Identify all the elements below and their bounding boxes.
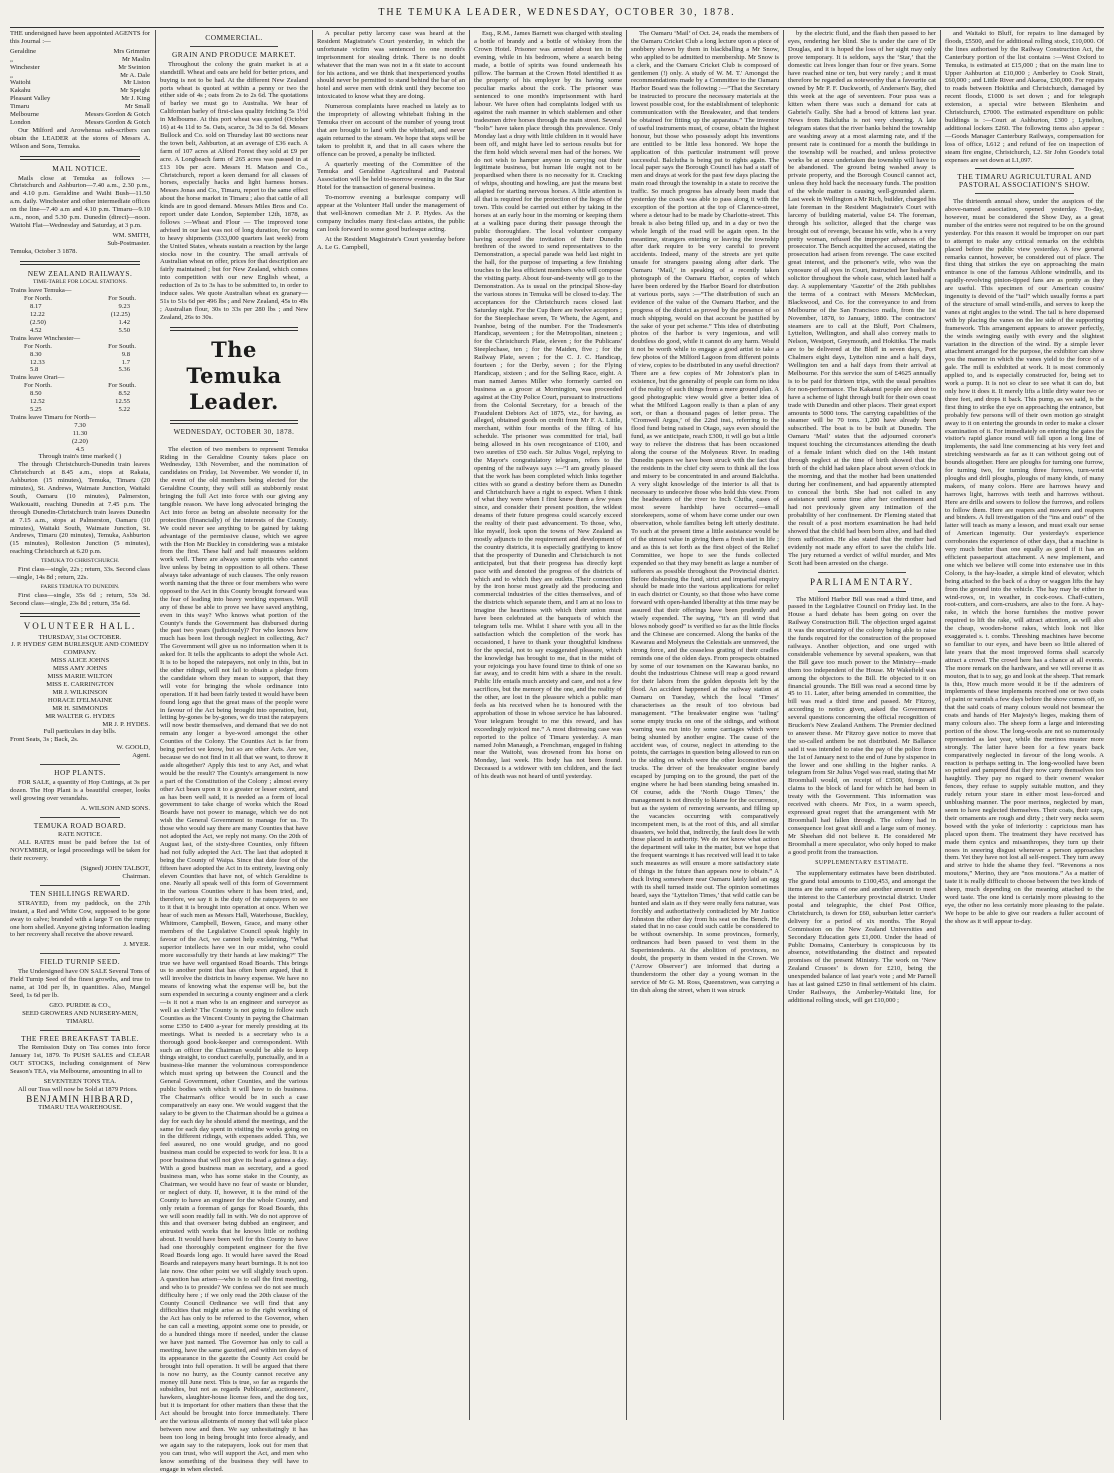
turnip-title: FIELD TURNIP SEED. xyxy=(39,957,121,967)
fares-head: TEMUKA TO CHRISTCHURCH. xyxy=(40,558,120,565)
volunteer-date: THURSDAY, 31st OCTOBER. xyxy=(38,633,122,641)
agent-row: „ Mr A. Dale xyxy=(10,71,150,79)
column-2 xyxy=(160,30,309,1473)
volunteer-title: VOLUNTEER HALL. xyxy=(23,620,137,631)
tea-more: All our Teas will now be Sold at 1879 Prices. xyxy=(18,1085,138,1093)
table-row: 7.30 xyxy=(74,421,86,429)
reward-sign: J. MYER. xyxy=(123,941,150,949)
table-row: 5.8 5.36 xyxy=(30,366,130,374)
separator xyxy=(40,953,120,954)
table-row: 11.30 xyxy=(72,429,88,437)
turnip-place: TIMARU. xyxy=(66,1017,94,1025)
column-rule xyxy=(155,30,156,1420)
volunteer-show: J. P. HYDES' GEM BURLESQUE AND COMEDY COMPANY. xyxy=(11,641,149,657)
commercial-sub: GRAIN AND PRODUCE MARKET. xyxy=(171,49,297,59)
column-3 xyxy=(317,30,465,1420)
editorial-text: The election of two members to represent Temuka Riding in the Geraldine County takes place on Wednesday, 13th November, and the nomination of candidates on Friday, 1st November. We wonder if, in the event of the old members being elected for the Geraldine County, they will still as stubbornly resist bringing the full Act into force with our giving any tangible reason. We have long advocated bringing the Act into force as being an absolute necessity for the protection (financially) of the interests of the County. We could never see anything to be gained by taking advantage of the permissive clause, which we agree with the Hon Mr Buckley in considering was a mistake from the first. These half and half measures seldom work well. There are always some spirits who cannot live unless by being in opposition to all others. These always take advantage of such clauses. The only reason worth naming that the three or four members who were opposed to the Act in this County brought forward was the fear of leading into heavy working expenses. Will any of these be able to prove we have saved anything, even in this way? Who knows what portion of the County's funds the Government has disbursed during the past two years (judiciously)? For who knows how much has been lost through neglect in collecting, &c? The Government will give us no information when it is asked for. It tells the applicants to adopt the whole Act. It is to be hoped the ratepayers, not only in this, but in the other ridings, will not fail to obtain a pledge from the candidate whom they mean to support, that they will vote for bringing the whole ordinance into operation. If it had been fairly tested it would have been found long ago that the great mass of the people were in favour of the Act being brought into operation, but, letting by-gones be by-gones, we do trust the ratepayers will now bestir themselves, and demand that we do not remain any longer a bye-word amongst the other Counties of the Colony. The Counties Act is far from being perfect we know, but so are other Acts. Are we, because we do not find in it all that we want, to throw it aside altogether? Apply this test to any Act, and what would be the result? The County's arrangement is now a part of the Constitution of the Colony ; almost every other Act bears upon it to a greater or lesser extent, and as has been well said, it is needed as a form of local government to take charge of works which the Road Boards have not power to manage, which we do not wish the General Government to manage for us. To those who would say there are many Counties that have not adopted the Act, we reply not many. On the 20th of August last, of the sixty-three Counties, only fifteen had not fully adopted the Act. The last that adopted it being the County of Waipa. Since that date four of the fifteen have adopted the Act in its entirety, leaving only eleven Counties that have not, of which Geraldine is one. Nearly all speak well of this form of Government in the various Counties where it has been tried, and, therefore, we say it is the duty of the ratepayers to see to it that it is brought into operation at once. When we hear of such men as Messrs Hall, Waterhouse, Buckley, Whitmore, Campbell, Bowen, Grace, and many other members of the Legislative Council speak highly in favour of the Act, we cannot help exclaiming, “What superior intellects have we in our midst, who could more successfully try their hands at law making?” The true we have well organised Road Boards. This brings us to another point that has often been argued, that it will involve the districts in heavy expense. We have no means of knowing what the expense will be, but the sum expended in securing a county engineer and a clerk—is it not a man who is an engineer and surveyor as well as clerk? The County is not going to follow such Counties as the Vincent County in paying the Chairman some £350 to £400 a-year for merely presiding at its meetings. What is needed is a secretary who is a thorough good book-keeper and correspondent. With such an officer the Chairman would be able to keep things straight, to conduct carefully, punctually, and in a business-like manner the voluminous correspondence which must spring up between the Council and the General Government, other Counties, and the various public bodies with which it will have to do business. The Chairman's office would be in such a case comparatively an easy one. We would suggest that the salary to be given to the Chairman should be a guinea a day for each day he should attend the meetings, and the same for each day spent in visiting the works going on in the different ridings, with expenses added. This, we feel assured, no one would grudge, and no good business man could be expected to work for less. It is a poor business that will not give its head a guinea a day. With a good business man as secretary, and a good business man, who has some stake in the County, as Chairman, we would have no fear of waste or blunder, or neglect of duty. If, however, it is the mind of the County to have an engineer for the whole County, and only retain a foreman of gangs for Road Boards, this we will soon readily fall in with. We do not approve of this and that overseer being dubbed an engineer, and entrusted with works that he knows little or nothing about. It would have been well for this County to have had one thoroughly competent engineer for the five Road Boards long ago. It would have saved the Road Boards and ratepayers many heart burnings. It is not too late now. One other point we will slightly touch upon. A question has arisen—who is to call the first meeting, and who is to preside? We confess we do not see much difficulty here ; if we only read the 20th clause of the County Council Ordinance we will find that any difficulties that might arise as to the right working of the Act has only to be referred to the Governor, when he can call a meeting, appoint some one to preside, or do a hundred things more if needed, under the clause we have just named. The Governor has only to call a meeting, have the same gazetted, and within ten days of its appearance in the gazette the County Act could be brought into full operation. It will be argued that there is now no hurry, as the County cannot receive any money till June next. This is true, so far as regards the subsidies, but not as regards Publicans', auctioneers', hawkers, slaughter-house license fees, and the dog tax, but it is important for other matters than these that the Act should be brought into force immediately. There are the various allotments of money that will take place between now and then. We say unhesitatingly it has been too long in being brought into force already, and we again say to the ratepayers, look out for men that you can trust, who will support the Act, and men who know something of the business they will have to engage in when elected. xyxy=(160,445,309,1473)
table-row: 8.30 9.8 xyxy=(30,350,130,358)
table-row: 12.52 12.55 xyxy=(30,398,130,406)
mail-role: Sub-Postmaster. xyxy=(107,239,150,247)
running-head: THE TEMUKA LEADER, WEDNESDAY, OCTOBER 30, 1878. xyxy=(378,7,736,18)
turnip-sign: GEO. PURDIE & CO., xyxy=(49,1001,111,1009)
commercial-title: COMMERCIAL. xyxy=(205,33,263,42)
separator xyxy=(975,193,1074,194)
supplementary-text: The supplementary estimates have been distributed. The grand total amounts to £100,453, and amongst the items are the sums of one and another amount to meet the interest to the Canterbury provincial district. Under postal and telegraphic, the chief Post Office, Christchurch, is down for £60, suburban letter carrier's delivery for a period of six months. The Royal Commission on the New Zealand Universities and Secondary Education gets £1,000. Under the head of Public Domains, Canterbury is conspicuous by its absence, notwithstanding the distinct and repeated promises of the present Ministry. The work on ‘New Zealand Crusoes’ is down for £210, being the unexpended balance of last year's vote ; and Mr Parnell has at last gained £250 in final settlement of his claim. Under Railways, the Amberley-Waitaki line, for additional rolling stock, will get £10,000 ; xyxy=(788,870,936,1004)
mail-title: MAIL NOTICE. xyxy=(52,163,108,173)
railways-sub: TIME-TABLE FOR LOCAL STATIONS. xyxy=(33,279,127,286)
through-trains: The through Christchurch-Dunedin train leaves Christchurch at 8.45 a.m., stops at Rakaia, Ashburton (15 minutes), Temuka, Timaru (20 minutes), St. Andrews, Waimate Junction, Waitaki South, Oamaru (10 minutes), Palmerston, Waikouaiti, reaching Dunedin at 7.45 p.m. The through Dunedin-Christchurch train leaves Dunedin at 7.15 a.m., stops at Palmerston, Oamaru (10 minutes), Waitaki South, Waimate Junction, St. Andrews, Timaru (20 minutes), Temuka, Ashburton (15 minutes), Rolleston Junction (5 minutes), reaching Christchurch at 6.20 p.m. xyxy=(10,461,150,556)
tea-tons: SEVENTEEN TONS TEA. xyxy=(43,1078,117,1086)
fares-text: First class—single, 22s ; return, 33s. Second class—single, 14s 8d ; return, 22s. xyxy=(10,566,150,581)
news-text: by the electric fluid, and the flash then passed to her eyes, rendering her blind. She is under the care of Dr Douglas, and it is hoped the loss of her sight may only prove temporary. It is seldom, says the ‘Star,’ that the domestic cat lives longer than four or five years. Some have reached nine or ten, but very rarely ; and it must therefore be regarded as noteworthy that a favourite cat owned by Mr P. F. Duckworth, of Andersen's Bay, died this week at the age of seventeen. Four puss was a kitten when there was such a demand for cats at Gabriel's Gully. She had a brood of kittens last year. News from Balclutha is not very cheering. A late telegram states that the river banks behind the township are washing away at a most alarming rate, and if the present rate is continued for a month the buildings in the township will be reached, and unless protective works be at once undertaken the township will have to be abandoned. The ground being washed away is private property, and the Borough Council cannot act, unless they hold back the necessary funds. The position of the whole matter is causing well-grounded alarm. Last week in Wellington a Mr Rich, builder, charged his late foreman in the Resident Magistrate's Court with larceny of building material, value £4. The foreman, through his solicitor, alleged that the charge was brought out of revenge, because his wife, who is a very pretty woman, refused the improper advances of the prosecutor. The Bench acquitted the accused, stating the prosecution had arisen from revenge. The case excited great interest, and the prisoner's wife, who was the cynosure of all eyes in Court, instructed her husband's solicitor throughout the whole case, which lasted half a day. A supplementary ‘Gazette’ of the 26th publishes the terms of a contract with Messrs McMeckan, Blackwood, and Co. for the conveyance to and from Melbourne of the San Francisco mails, from the 1st November, 1878, to January, 1880. The contractors' steamers are to call at the Bluff, Port Chalmers, Lyttelton, Wellington, and shall also convey mails to Nelson, Westport, Greymouth, and Hokitika. The mails are to be delivered at the Bluff in seven days, Port Chalmers eight days, Lyttelton nine and a half days, Wellington ten and a half days from their arrival at Melbourne. For this service the sum of £4625 annually is to be paid for thirteen trips, with the usual penalties for non-performance. The Kakanui people are about to have a scheme of light through built for their own coast trade with Dunedin and other places. Their great export amounts to 5000 tons. The carrying capabilities of the steamer will be 70 tons. 1,200 have already been subscribed. The boat is to be built at Dunedin. The Oamaru ‘Mail’ states that the adjourned coroner's inquest touching the circumstances attending the death of a female infant which died on the 14th instant through neglect at the time of birth showed that the birth of the child had taken place about seven o'clock in the morning, and that the mother had been unattended during her confinement, and had apparently attempted to conceal the birth. She had not called in any assistance until some time after her confinement and had not previously given any intimation of the probability of her confinement. Dr Fleming stated that the result of a post mortem examination he had held showed that the child had been born alive, and had died from suffocation. He also stated that the mother had evidently not made any effort to save the child's life. The jury returned a verdict of wilful murder, and Mrs Scott had been arrested on the charge. xyxy=(788,30,937,567)
fares-head: FARES TEMUKA TO DUNEDIN. xyxy=(40,583,120,590)
column-rule xyxy=(312,30,313,1420)
separator xyxy=(20,156,140,160)
cast-member: MISS AMY JOHNS xyxy=(53,665,107,673)
parliamentary-text: The Milford Harbor Bill was read a third time, and passed in the Legislative Council on Friday last. In the House a hard debate has been going on over the Railway Construction Bill. The objection urged against it was the uncertainty of the colony being able to raise the funds required for the construction of the proposed railways. Another objection, and one urged with considerable vehemence by several speakers, was that the Bill gave too much power to the Ministry—made them too independent of the House. Mr Wakefield was among the objectors to the Bill. He objected to it on financial grounds. The Bill was read a second time by 45 to 11. Later, after being amended in committee, the bill was read a third time and passed. Mr Fitzroy, according to notice given, asked the Government several questions concerning the official recognition of Brucken's New Zealand Anthem. The Premier declined to answer these. Mr Fitzroy gave notice to move that the so-called anthem be not distributed. Mr Ballance said it was intended to raise the pay of the police from the 1st of January next to the end of June by sixpence in the lower and one shilling in the higher ranks. A telegram from Sir Julius Vogel was read, stating that Mr Broomhall would, on receipt of £3500, forego all claims to the block of land for which he had been in treaty with the Government. This information was received with cheers. Mr Fox, in a warm speech, expressed great regret that the arrangement with Mr Broomhall had fallen through. The colony had in consequence lost great skill and a large sum of money. Mr Sheehan did not believe it. He considered Mr Broomhall a mere speculator, who only hoped to make a good profit from the transaction. xyxy=(788,595,936,856)
turnip-text: The Undersigned have ON SALE Several Tons of Field Turnip Seed of the finest growths, and true to name, at 10d per lb, in quantities. Also, Mangel Seed, 1s 6d per lb. xyxy=(10,968,150,999)
table-row: (2.20) xyxy=(72,437,88,445)
hops-title: HOP PLANTS. xyxy=(54,768,106,778)
court-text: At the Resident Magistrate's Court yesterday before A. Le G. Campbell, xyxy=(317,235,465,251)
supplementary-title: SUPPLEMENTARY ESTIMATE. xyxy=(815,860,909,867)
column-6 xyxy=(788,30,936,1420)
agent-row: Waitohi Mr Liston xyxy=(10,79,150,87)
railways-title: NEW ZEALAND RAILWAYS. xyxy=(27,268,133,278)
separator xyxy=(40,885,120,886)
agent-row: Geraldine Mrs Grimmer xyxy=(10,47,150,55)
separator xyxy=(818,572,906,573)
orari-head: Trains leave Orari— xyxy=(10,374,65,382)
separator xyxy=(40,764,120,765)
agent-row: Kakahu Mr Speight xyxy=(10,87,150,95)
mail-text: Mails close at Temuka as follows :— Christchurch and Ashburton—7.40 a.m., 2.30 p.m., and 4.10 p.m. Geraldine and Waihi Bush—11.50 a.m. daily. Winchester and other intermediate offices on the line—7.40 a.m and 4.10 p.m. Timaru—9.10 a.m., noon, and 5.30 p.m. Dunedin (direct)—noon. Waitohi Flat—Wednesday and Saturday, at 3 p.m. xyxy=(10,174,150,229)
burlesque-text: To-morrow evening a burlesque company will appear at the Volunteer Hall under the management of that well-known comedian Mr J. P. Hydes. As the company includes many first-class artistes, the public can look forward to some good burlesque acting. xyxy=(317,194,465,233)
column-5 xyxy=(631,30,779,1420)
cast-member: MR H. SIMMONDS xyxy=(52,704,108,712)
agent-row: Timaru Mr Small xyxy=(10,103,150,111)
hops-text: FOR SALE, a quantity of Hop Cuttings, at 3s per dozen. The Hop Plant is a beautiful creeper, looks well growing over verandahs. xyxy=(10,778,150,802)
dateline: WEDNESDAY, OCTOBER 30, 1878. xyxy=(173,427,295,436)
column-1 xyxy=(10,30,150,1420)
head-rule xyxy=(10,27,1104,28)
volunteer-agent: W. GOOLD, xyxy=(116,744,150,752)
separator xyxy=(20,261,140,265)
agent-row: „ Mr Maslin xyxy=(10,55,150,63)
meeting-text: A quarterly meeting of the Committee of the Temuka and Geraldine Agricultural and Pastoral Association will be held to-morrow evening in the Star Hotel for the transaction of general business. xyxy=(317,160,465,192)
commercial-text: Throughout the colony the grain market is at a standstill. Wheat and oats are held for better prices, and buying is not to be had. At the different New Zealand ports wheat is quoted at within a penny or two the either side of 4s ; oats from 2s to 2s 6d. The quotations of barley we must go to Australia. We hear of Californian barley of first-class quality fetching 5s 1½d in Melbourne. At this port wheat was quoted (October 16) at 4s 11d to 5s. Oats, scarce, 3s 3d to 3s 6d. Messrs Bullock and Co. sold on Thursday last 80 sections near the town belt, Ashburton, at an average of £36 each. A farm of 107 acres at Alford Forest they sold at £9 per acre. A Longbeach farm of 265 acres was passed in at £13 10s per acre. Messrs H. Matson and Co., Christchurch, report a keen demand for all classes of horses, especially hacks and light harness horses. Messrs Jonas and Co., Timaru, report to the same effect about the horse market in Timaru ; also that cattle of all kinds are in good demand. Messrs Miles Bros and Co. report under date London, September 12th, 1878, as follows :—Wheat and Flour — The improved tone advised in our last was not of long duration, for owing to heavy shipments (333,000 quarters last week) from the United States, wheats sustain a reaction by the large stocks now in the country. The small arrivals of Australian wheat on offer, prices for that description are fairly maintained ; but for New Zealand, which comes into competition with our new English wheat, a reduction of 2s to 3s has to be submitted to, in order to induce sales. We quote Australian wheat ex granary—51s to 51s 6d per 496 lbs ; and New Zealand, 45s to 49s ; Australian flour, 30s to 33s per 280 lbs ; and New Zealand, 26s to 30s. xyxy=(160,60,308,321)
cast-member: HORACE D'ELMAINE xyxy=(47,696,113,704)
table-row: 8.50 8.52 xyxy=(30,390,130,398)
separator xyxy=(190,441,278,442)
tea-title: THE FREE BREAKFAST TABLE. xyxy=(21,1033,139,1043)
separator xyxy=(190,46,278,47)
cast-member: MISS E. CARRINGTON xyxy=(46,680,114,688)
separator xyxy=(20,613,140,617)
agents-list xyxy=(10,48,150,127)
separator xyxy=(40,817,120,818)
cast-member: MR J. WILKINSON xyxy=(52,688,108,696)
agents-intro: THE undersigned have been appointed AGENTS for this Journal :— xyxy=(10,30,150,45)
larceny-text: A peculiar petty larceny case was heard at the Resident Magistrate's Court yesterday, in which the unfortunate victim was sentenced to one month's imprisonment for stealing drink. There is no doubt whatever that the man was not in a fit state to account for his actions, and we think that inexperienced youths should never be permitted to stand behind the bar of an hotel and serve men with drink until they become too intoxicated to know what they are doing. xyxy=(317,30,465,101)
separator xyxy=(170,327,298,331)
mail-date: Temuka, October 3 1878. xyxy=(10,247,78,255)
separator xyxy=(170,420,298,424)
reward-title: TEN SHILLINGS REWARD. xyxy=(30,888,130,898)
mail-sign: WM. SMITH, xyxy=(112,231,150,239)
column-7 xyxy=(945,30,1104,1420)
road-text: ALL RATES must be paid before the 1st of NOVEMBER, or legal proceedings will be taken for their recovery. xyxy=(10,839,150,863)
estimates-text: and Waitaki to Bluff, for repairs to line damaged by floods, £5500, and for additional rolling stock, £10,000. Of the lines authorised by the Railway Construction Act, the Canterbury portion of the list contains :—West Oxford to Temuka, is estimated at £15,000 ; that on the main line to Upper Ashburton at £10,000 ; Amberley to Cook Strait, £60,000 ; and Little River and Akaroa, £30,000. For repairs to roads between Hokitika and Christchurch, damaged by recent floods, £1000 is set down ; and for telegraph extension, a special wire between Blenheim and Christchurch, £7000. The estimated expenditure on public buildings is :—Court at Ashburton, £300 ; Lyttelton, additional lockers £260. The following items also appear :—Goods Manager Canterbury Railways, compensation for loss of office, L612 ; and refund of fee on inspection of steam fire engine, Christchurch, L2. Sir John Goode's total expenses are set down at L1,097. xyxy=(945,30,1104,164)
table-row: 12.33 1.7 xyxy=(30,358,130,366)
separator xyxy=(975,168,1074,169)
column-rule xyxy=(469,30,470,1420)
table-header: For North. For South. xyxy=(24,382,136,390)
cast-member: MISS MARIE WILTON xyxy=(47,673,113,681)
volunteer-agent-role: Agent. xyxy=(132,752,150,760)
table-header: For North. For South. xyxy=(24,295,136,303)
road-role: Chairman. xyxy=(122,873,150,880)
tea-text: The Remission Duty on Tea comes into force January 1st, 1879. To PUSH SALES and CLEAR OUT STOCKS, including consignment of New Season's TEA, via Melbourne, amounting in all to xyxy=(10,1044,150,1076)
reward-text: STRAYED, from my paddock, on the 27th instant, a Red and White Cow, supposed to be gone away to calve; branded with a large T on the rump; one horn shelled. Anyone giving information leading to her recovery shall receive the above reward. xyxy=(10,899,150,939)
agents-note: Our Milford and Arowhenua sub-scribers can obtain the LEADER at the stores of Messrs A. Wilson and Sons, Temuka. xyxy=(10,126,150,150)
winchester-head: Trains leave Winchester— xyxy=(10,334,81,342)
news-text: The Oamaru ‘Mail’ of Oct. 24, reads the members of the Oamaru Cricket Club a long lecture upon a piece of snobbery shown by them in blackballing a Mr Snow, who applied to be admitted to membership. Mr Snow is a clerk, and the Oamaru Cricket Club is composed of gentlemen (!) only. A study of W. M. T.' Amongst the recommendations made by a Committee to the Oamaru Harbor Board was the following :—“That the Secretary be instructed to procure the necessary materials at the lowest possible cost, for the establishment of telephonic communication with the Breakwater, and that tenders be obtained for fitting up the apparatus.” The inventor of useful instruments must, of course, obtain the highest honour, but those who possessly adopt his inventions are entitled to be little less honored. We hope the application of this particular instrument will prove successful. Balclutha is being put to rights again. The local paper says the Borough Council has had a staff of men and drays at work for the past few days placing the main road through the township in a state to receive the traffic. So much progress has already been made that yesterday the coach was able to pass along it with the exception of the portion at the top of Clarence-street, where a detour had to be made by Charlotte-street. This break is also being filled up, and in a day or two the whole length of the road will be again open. In the meantime, strangers entering or leaving the township after dark require to be very careful to prevent accidents. Indeed, many of the streets are yet quite unsafe for strangers passing along after dark. The Oamaru ‘Mail,’ in speaking of a recently taken photograph of the Oamaru Harbor, copies of which have been ordered by the Harbor Board for distribution at various ports, says :—“The distribution of such an evidence of the value of the Oamaru Harbor, and the progress of the district as proved by the presence of so much shipping, would on that account be justified by the sake of your pet scheme.” This idea of distributing photos of the harbor is very ingenious, and will doubtless do good, while it cannot do any harm. Would it not be worth while to engage a good artist to take a few photos of the Milford Lagoon from different points of view, copies to be distributed in any useful direction? There are a few copies of Mr Johnston's plan in existence, but the generality of people can form no idea of the reality of such things from a mere ground plan. A good photographic view would give a better idea of what the Milford Lagoon really is than a plan of any sort, or than a thousand pages of letter press. The ‘Cromwell Argus,’ of the 22nd inst., referring to the flood fund being raised in Otago, says even should the fund, as we anticipate, reach £300, it will go but a little way to relieve the distress that has been occasioned along the course of the Molyneux River. In reading Dunedin papers we have been struck with the fact that the residents in the chief city seem to think all the loss and misery to be concentrated in and around Balclutha. A very slight knowledge of the interior is all that is necessary to undeceive those who hold this view. From the headwaters of the river to Inch Clutha, cases of most severe hardship have occurred—small storekeepers, some of whom have come under our own observation, whole families being left utterly destitute. To such at the present time a little assistance would be of the utmost value in giving them a fresh start in life ; and as this is set forth as the first object of the Relief Committee, we hope to see the funds collected expended so that they may benefit as large a number of sufferers as possible throughout the Provincial district. Before disbursing the fund, strict and impartial enquiry should be made into the various applications for relief in each district or County, so that those who have come forward with open-handed liberality at this time may be assured that their offerings have been prudently and wisely expended. The saying, “it's an ill wind that blows nobody good” is verified so far as the little flocks and the Chinese are concerned. Along the banks of the Kawarau and Molyneux the Celestials are unmoved, the strong force, and the ceaseless grating of their cradles reminds one of the olden days. From prospects obtained by some of our townsmen on the Kawarau banks, no doubt the industrious Chinese will reap a good reward for their labors from the golden deposits left by the flood. An accident happened at the railway station at Oamaru on Tuesday, which the local ‘Times’ characterises as the result of too obvious bad management. “The breakwater engine was ‘tailing’ some empty trucks on one of the sidings, and without warning was run into by some carriages which were being shunted by another engine. The cause of the accident was, of course, neglect in attending to the points, the carriages in question being allowed to run on to the siding on which were the other locomotive and trucks. The driver of the breakwater engine barely escaped by jumping on to the ground, the part of the engine where he had been standing being smashed in. Of course, adds the ‘North Otago Times,’ the management is not directly to blame for the occurrence, but as the system of removing servants, and filling up the vacancies occurring with comparatively incompetent men, is at the root of this, and all similar disasters, we hold that, indirectly, the fault does lie with those placed in authority. We do not know what action the department will take in the matter, but we hope that the frequent warnings it has received will lead it to take such measures as will ensure a more satisfactory state of things in the future than appears now to obtain.” A duck living somewhere near Oamaru lately laid an egg with its shell turned inside out. The opinion sometimes heard, says the ‘Lyttelton Times,’ that wild cattle can be hunted and slain as if they were really fera naturae, was forcibly and authoritatively contradicted by Mr Justice Johnston the other day from his seat on the Bench. He stated that in no case could such cattle be considered to be without ownership. In some provinces, formerly, ordinances had been passed to vest them in the Superintendents. At the abolition of provinces, no doubt, the property in them vested in the Crown. We (‘Arrow Observer’) are informed that during a thunderstorm the other day a young woman in the service of Mr G. M. Ross, Queenstown, was carrying a tin dish along the street, when it was struck xyxy=(631,30,779,994)
road-title: TEMUKA ROAD BOARD. xyxy=(33,820,127,830)
fares-text: First class—single, 35s 6d ; return, 53s 3d. Second class—single, 23s 8d ; return, 35s 6d. xyxy=(10,591,150,607)
table-row: 4.52 5.50 xyxy=(30,326,130,334)
show-title: THE TIMARU AGRICULTURAL AND PASTORAL ASSOCIATION'S SHOW. xyxy=(957,172,1092,190)
column-rule xyxy=(783,30,784,1420)
turnip-sub: SEED GROWERS AND NURSERY-MEN, xyxy=(22,1009,138,1017)
nameplate: The Temuka Leader. xyxy=(186,336,282,414)
railway-note: Through train's time marked ( ) xyxy=(38,453,122,461)
agent-row: Pleasant Valley Mr J. King xyxy=(10,95,150,103)
separator xyxy=(40,1030,120,1031)
table-header: For North. For South. xyxy=(24,342,136,350)
table-row: (2.50) 1.42 xyxy=(30,319,130,326)
tea-sub: TIMARU TEA WAREHOUSE. xyxy=(38,1103,122,1111)
volunteer-prices: Front Seats, 3s ; Back, 2s. xyxy=(10,736,79,744)
agent-row: Winchester Mr Swinton xyxy=(10,63,150,71)
road-signed: (Signed) JOHN TALBOT, xyxy=(80,865,150,873)
table-row: 8.17 9.23 xyxy=(30,303,130,311)
tea-sign: BENJAMIN HIBBARD, xyxy=(26,1093,134,1104)
hops-sign: A. WILSON AND SONS. xyxy=(80,804,150,812)
cast-member: MISS ALICE JOHNS xyxy=(50,657,110,665)
agent-row: London Messrs Gordon & Gotch xyxy=(10,118,150,126)
separator xyxy=(818,591,906,592)
agent-row: Melbourne Messrs Gordon & Gotch xyxy=(10,111,150,119)
column-4 xyxy=(474,30,622,1420)
temuka-head: Trains leave Temuka— xyxy=(10,287,72,295)
show-text: The thirteenth annual show, under the auspices of the above-named association, opened yesterday. To-day, however, must be considered the Show Day, as a great number of the entries were not required to be on the ground yesterday. For this reason it would be improper on our part to attempt to make any critical remarks on the exhibits placed before the public view yesterday. A few general remarks cannot, however, be considered out of place. The first thing that strikes the eye on approaching the main entrance is one of the famous Athlone windmills, and its rapidly-revolving pinion-tipped fans are as pretty as they are useful. This specimen of our American cousins' ingenuity is devoid of the “tail” which usually forms a part of the structure of small wind-mills, and serves to keep the vanes at right angles to the wind. The tail is here dispensed with by placing the vanes on the lee side of the supporting framework. This arrangement appears to answer perfectly, the winds swinging easily with every and the slightest variation in the direction of the wind. By a simple lever attachment arranged for the purpose, the exhibitor can show you the manner in which the vanes yield to the force of a gale. The mill is exhibited at work. It is most commonly applied to, and is especially constructed for, being set to work a pump. It is not so clear to see what it can do, but only how it does it. It merely lifts a little dirty water two or three feet, and drops it back. This pump, as we said, is the first thing to strike the eye on approaching the entrance, but probably few persons will of their own motion go straight away to it on entering the grounds in order to make a closer examination of it. For immediately on entering the gates the visitor's rapid glance round will fall upon a long line of implements, the said line commencing at his very feet and stretching westwards as far as it can without going out of bounds altogether. Here are ploughs for turning one furrow, for turning two, for turning three furrows, turn-wrist ploughs and drill ploughs, ploughs of many kinds, of many makers, of many colors. Here are harrows heavy and harrows light, harrows with teeth and harrows without. Here are drills and sowers to follow the furrows, and rollers to follow them. Here are reapers and mowers and reapers and binders. A full investigation of the “ins and outs” of the latter will teach as many a lesson, and must exalt our sense of American ingenuity. Our yesterday's experience corroborates the experience of other days, that a machine is very much better than one equally as good if it has an efficient passepartout attachment. A new implement, and one which we believe will come into extensive use in this Colony, is the hay-loader, a simple kind of elevator, which being attached to the back of a dray or waggon lifts the hay from the ground into the vehicle. The hay may be either in wind-rows, or, in weather, in cock-rows. Chaff-cutters, root-cutters, and corn-crushers, are also to the fore. A hay-rake, in which the horse furnishes the motive power required to lift the rake, will attract attention, as will also the cheap, wooden-horse rakes, which look not like exaggerated s. t. combs. Threshing machines have become so familiar to our eyes, and have been so little altered of late years that the most improved forms shall scarcely attract a crowd. The crowd here has a chance at all events. The more remark on the hardware, and we will reverse it as mouton, that is to say, go and look at the sheep. That remark is this, How much more would it be if the admirers of implements of these implements received one or two coats of paint or varnish a few days before the show comes off, so that the said coats of many colours would not besmear the coats and hands of Her Majesty's lieges, making them of many colours also. The sheep form a large and interesting portion of the show. The long-wools are not so numerously represented as last year, while the merinos muster more strongly. The latter have been for a few years back comparatively neglected in favour of the long wools. A reaction is perhaps setting in. The long-woolled have been so petted and pampered that they now carry themselves too haughtily. They pay no regard to their owners' weaker fences, they refuse to supply suitable mutton, and they rudely return your stare in either most less-forced and unblushing manner. The poor merinos, neglected by man, seem to have neglected themselves. Their coats, their caps, their ornaments are rough and dirty ; their very necks seem bowed with the yoke of inferiority : capricious man has placed upon them. The treatment they have received has made them cynics and misanthropes, they turn up their noses in sneering disgust whenever a person approaches them. Yet they have not lost all self-respect. They turn away and strive to hide the shame they feel. “Revenons a nos moutons,” Merino, they are “nos moutons.” As a matter of taste it is really difficult to choose between the two kinds of sheep, much depending on the meaning attached to the word taste. The one kind is certainly more pleasing to the eye, the other no less certainly more pleasing to the palate. We hope to be able to give our readers a fuller account of the show as it will appear to-day. xyxy=(945,198,1105,925)
column-rule xyxy=(626,30,627,1420)
column-rule xyxy=(940,30,941,1420)
table-row: 4.5 xyxy=(75,445,85,453)
volunteer-manager: MR J. P. HYDES. xyxy=(102,720,150,728)
table-row: 5.25 5.22 xyxy=(30,405,130,413)
local-news-text: Esq., R.M., James Barnett was charged with stealing a bottle of brandy and a bottle of whiskey from the Crown Hotel. Prisoner was arrested about ten in the evening, while in his bedroom, where a search being made, a bottle of spirits was found underneath his pillow. The barman at the Crown Hotel identified it as the property of his employer by its having some peculiar marks about the cork. The prisoner was sentenced to one month's imprisonment with hard labour. We have often had complaints lodged with us against the rash manner in which stablemen and other tradesmen drive horses through the main street. Several “bolts” have taken place through this prevalence. Only Monday last a dray with little children in it would have been off, and might have led to serious results but for the firm hold which several men had of the horses. We do not wish to hamper anyone in carrying out their legitimate business, but human life ought not to be jeopardised when there is no necessity for it. Cracking of whips, shouting and howling, are just the means best adapted for starting nervous horses. A little attention is all that is required for the protection of the lieges of the town. This could be carried out either by taking in the horses at an early hour in the morning or keeping them at a walking pace during their passage through the public thoroughfare. The local volunteer company having accepted the invitation of their Dunedin brethren of the sword to send representatives to the Demonstration, a special parade was held last night in the hall, for the purpose of imparting a few finishing touches to the less efficient members who will compose the visiting party. About four-and-twenty will go to the Demonstration. As is usual on the principal Show-day the various stores in Temuka will be closed to-day. The acceptances for the Christchurch races closed last Saturday night. For the Cup there are twelve acceptors ; for the Steeplechase seven, Te Whetu, the Agent, and Ivanhoe, being of the number. For the Tradesmen's Handicap, seventeen ; for the Metropolitan, nineteen ; for the Christchurch Plate, eleven ; for the Publicans' Steeplechase, ten ; for the Maiden, five ; for the Railway Plate, seven ; for the C. J. C. Handicap, fourteen ; for the Derby, seven ; for the Flying Handicap, sixteen ; and for the Selling Race, eight. A man named James Miller who formerly carried on business as a grocer at Mornington, was proceeded against at the City Police Court, pursuant to instructions from the Colonial Secretary, for a breach of the Fraudulent Debtors Act of 1875, viz., for having, as alleged, obtained goods on credit from Mr F. A. Little, merchant, within four months of the filing of his schedule. The prisoner was committed for trial, bail being allowed in his own recognizance of £100, and two sureties of £50 each. Sir Julius Vogel, replying to the Mayor's congratulatory telegram, refers to the opening of the railways says :—“I am greatly pleased that the work has been completed which links together cities with so grand a destiny before them as Dunedin and Christchurch have a right to expect. When I think of what they were when I first knew them a few years since, and consider their present position, the wildest dreams of their future progress could scarcely exceed the reality of their past advancement. To those, who, like myself, look upon the towns of New Zealand as mostly adjuncts to the requirement and development of the country districts, it is especially gratifying to know that the prosperity of Dunedin and Christchurch is not anticipated, but that their progress has directly kept pace with and denoted the progress of the districts of which and to which they are outlets. Their connection by the iron horse must greatly aid the producing and commercial industries of the cities themselves, and of the districts which separate them, and I am at no loss to imagine the heartiness with which their union must have been celebrated at the banquets of which the telegram tells me. Whilst I share with you all in the satisfaction which the completion of the work has occasioned, I have to thank your thoughtful kindness for the special, not to say exaggerated pleasure, which the knowledge has brought to me, that in the midst of your rejoicings you have found time to think of one so far away, and to credit him with a share in the result. Public life entails much anxiety and care, and not a few sacrifices, but the memory of the one, and the reality of the other, are lost in the pleasure which a public man feels as his received when he is honoured with the approbation of those in whose service he has laboured. Your telegram brought to me this reward, and has exceedingly rejoiced me.” A most distressing case was reported to the police of Timaru yesterday. A man named John Manaugh, a Frenchman, engaged in fishing near the Waitohi, was drowned from his horse on Monday, last week. His body has not been found. Deceased is a widower with ten children, and the fact of his death was not heard of until yesterday. xyxy=(474,30,622,781)
parliamentary-title: PARLIAMENTARY. xyxy=(809,576,915,587)
road-sub: RATE NOTICE. xyxy=(58,831,102,839)
timaru-head: Trains leave Timaru for North— xyxy=(10,413,96,421)
table-row: 12.22 (12.25) xyxy=(30,311,130,319)
cast-member: MR WALTER G. HYDES xyxy=(45,712,115,720)
volunteer-bills: Full particulars in day bills. xyxy=(43,728,117,736)
whitebait-text: Numerous complaints have reached us lately as to the impropriety of allowing whitebait fishing in the Temuka river on account of the number of young trout that are brought to land with the whitebait, and never again returned to the stream. We hope that steps will be taken to prohibit it, and that in all cases where the offence can be proved, a penalty be inflicted. xyxy=(317,103,465,158)
